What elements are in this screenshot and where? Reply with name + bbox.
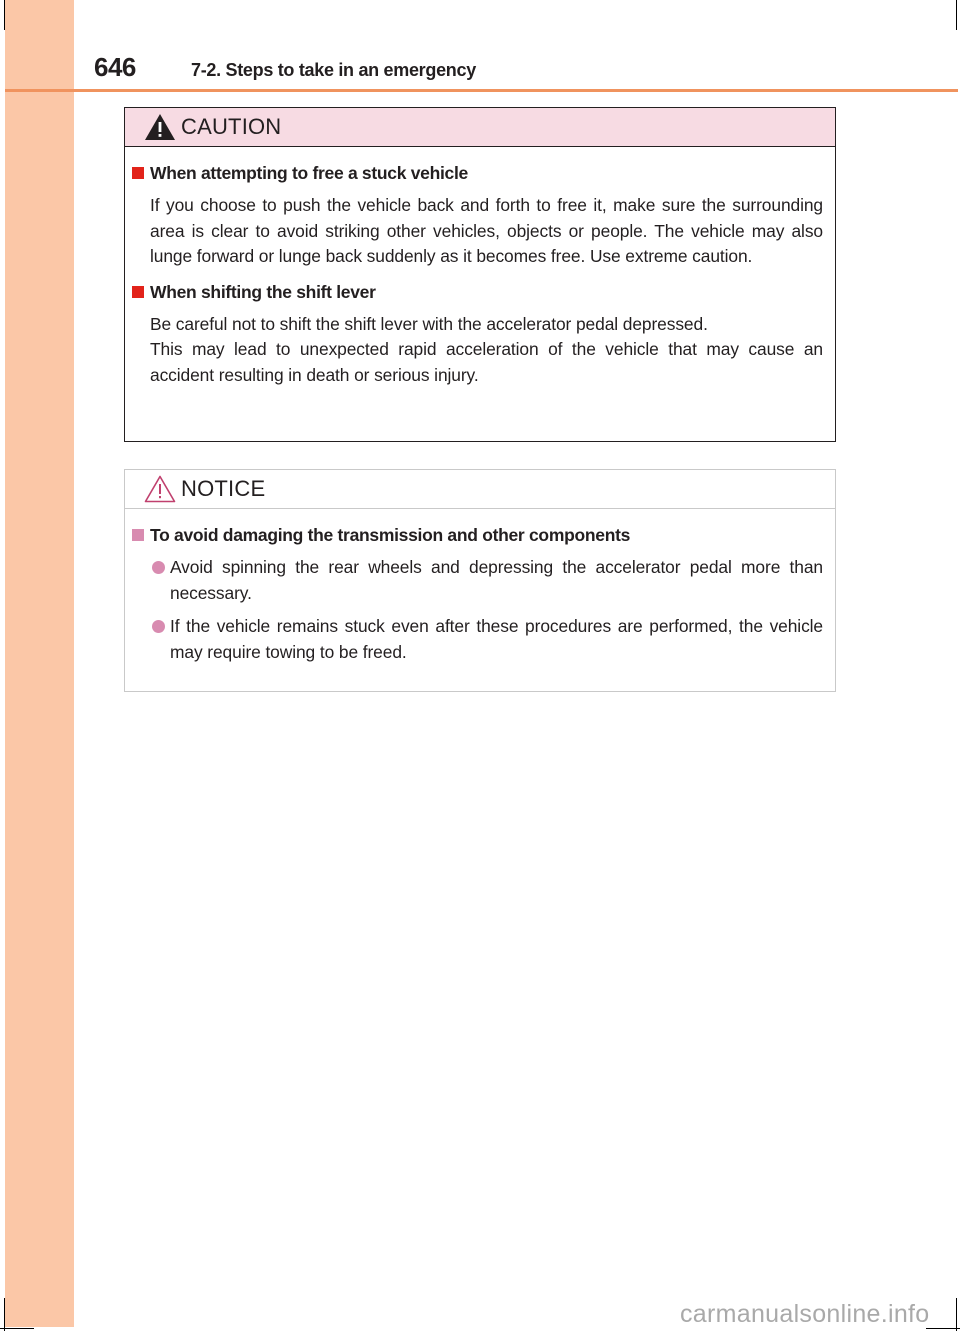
crop-mark — [4, 1298, 5, 1331]
side-tab-band — [5, 0, 74, 1327]
notice-heading — [132, 523, 823, 547]
notice-header — [125, 470, 835, 509]
caution-line: This may lead to unexpected rapid acceleration of the vehicle that may cause an accident resulting in death or serious injury. — [150, 339, 823, 385]
warning-triangle-outline-icon — [143, 474, 177, 504]
caution-paragraph-shift-lever — [150, 312, 823, 389]
caution-header — [125, 108, 835, 147]
pink-bullet-icon — [152, 620, 165, 633]
notice-label: NOTICE — [181, 476, 266, 501]
notice-bullet-text: If the vehicle remains stuck even after these procedures are performed, the vehicle may require towing to be freed. — [170, 616, 823, 662]
notice-bullet — [150, 614, 823, 665]
caution-heading-text: When shifting the shift lever — [150, 281, 376, 302]
caution-heading-text: When attempting to free a stuck vehicle — [150, 163, 468, 183]
header-rule — [5, 89, 958, 92]
page-number: 646 — [94, 52, 136, 82]
pink-square-icon — [132, 529, 144, 541]
caution-heading-stuck-vehicle — [132, 161, 823, 185]
caution-label: CAUTION — [181, 114, 282, 139]
notice-bullet — [150, 555, 823, 606]
crop-mark — [4, 0, 5, 30]
notice-bullet-text: Avoid spinning the rear wheels and depressing the accelerator pedal more than necessary. — [170, 557, 823, 603]
red-square-icon — [132, 286, 144, 298]
caution-box — [124, 107, 836, 442]
caution-body — [125, 147, 835, 389]
red-square-icon — [132, 167, 144, 179]
caution-paragraph-stuck-vehicle: If you choose to push the vehicle back and forth to free it, make sure the surrounding area is clear to avoid striking other vehicles, objects or people. The vehicle may also lunge forward or lunge back suddenly as it becomes free. Use extreme caution. — [150, 195, 823, 267]
warning-triangle-filled-icon — [143, 112, 177, 142]
notice-body — [125, 509, 835, 665]
caution-line: Be careful not to shift the shift lever with the accelerator pedal depressed. — [150, 313, 708, 334]
notice-heading-text: To avoid damaging the transmission and other components — [150, 525, 631, 545]
pink-bullet-icon — [152, 561, 165, 574]
crop-mark — [956, 1298, 957, 1331]
crop-mark — [0, 1328, 34, 1329]
crop-mark — [956, 0, 957, 30]
notice-box — [124, 469, 836, 692]
caution-heading-shift-lever — [132, 280, 823, 304]
crop-mark — [926, 1328, 960, 1329]
section-title: 7-2. Steps to take in an emergency — [191, 60, 476, 80]
watermark: carmanualsonline.info — [680, 1300, 930, 1328]
